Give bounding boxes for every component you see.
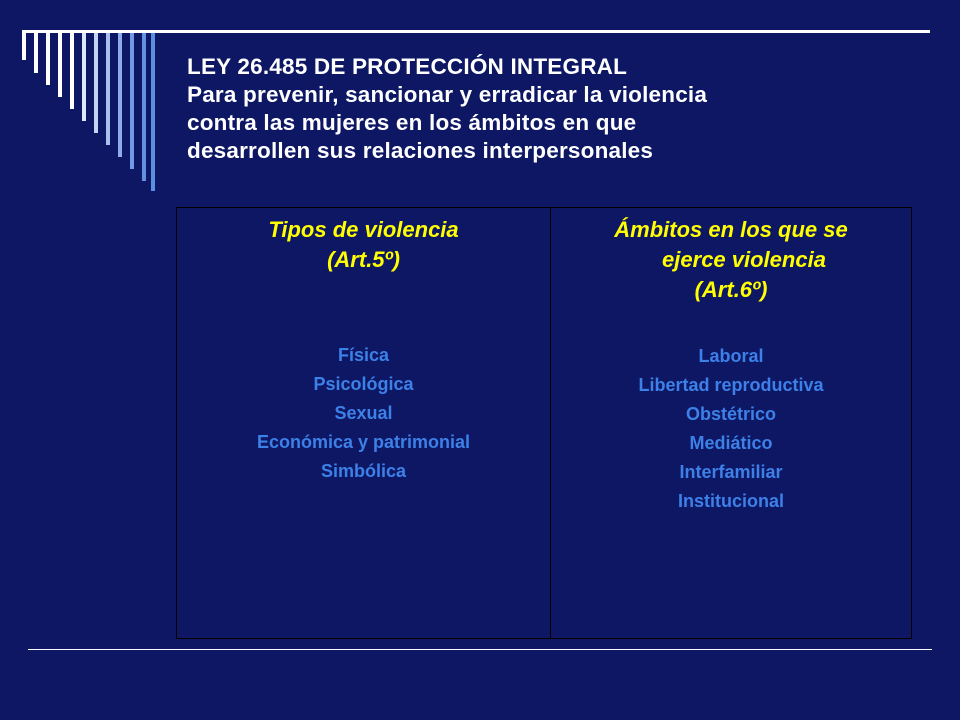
- decor-bar: [118, 33, 122, 157]
- violence-areas-column: [551, 208, 911, 638]
- list-item: Simbólica: [320, 461, 407, 481]
- violence-areas-list: [551, 342, 911, 516]
- slide-title: [187, 53, 927, 165]
- decor-bar: [82, 33, 86, 121]
- title-line-purpose-1: Para prevenir, sancionar y erradicar la violencia: [187, 82, 708, 107]
- list-item: Sexual: [334, 403, 393, 423]
- violence-types-header: [177, 215, 550, 275]
- violence-areas-article: (Art.6º): [694, 277, 768, 302]
- list-item: Interfamiliar: [679, 462, 783, 482]
- list-item: Mediático: [689, 433, 773, 453]
- violence-areas-header: [551, 215, 911, 305]
- violence-types-article: (Art.5º): [327, 247, 400, 272]
- list-item: Física: [337, 345, 390, 365]
- violence-areas-header-line: ejerce violencia: [662, 247, 826, 272]
- decor-bar: [151, 33, 155, 191]
- title-line-purpose-2: contra las mujeres en los ámbitos en que: [187, 110, 637, 135]
- decor-bar: [94, 33, 98, 133]
- violence-types-header-line: Tipos de violencia: [268, 217, 459, 242]
- violence-types-column: [177, 208, 551, 638]
- decor-bar: [34, 33, 38, 73]
- list-item: Laboral: [698, 346, 764, 366]
- decor-bar: [70, 33, 74, 109]
- violence-areas-header-line: Ámbitos en los que se: [614, 217, 848, 242]
- content-table: [176, 207, 912, 639]
- title-line-purpose-3: desarrollen sus relaciones interpersonales: [187, 138, 654, 163]
- decor-bar: [130, 33, 134, 169]
- decor-bar: [46, 33, 50, 85]
- decor-bar: [106, 33, 110, 145]
- list-item: Institucional: [677, 491, 784, 511]
- list-item: Económica y patrimonial: [256, 432, 471, 452]
- decor-bar: [142, 33, 146, 181]
- decor-bar: [58, 33, 62, 97]
- list-item: Libertad reproductiva: [638, 375, 824, 395]
- decorative-bars: [0, 0, 160, 200]
- list-item: Psicológica: [313, 374, 414, 394]
- decor-bar: [22, 33, 26, 60]
- bottom-rule: [28, 649, 932, 650]
- violence-types-list: [177, 341, 550, 486]
- title-line-law: LEY 26.485 DE PROTECCIÓN INTEGRAL: [187, 54, 628, 79]
- list-item: Obstétrico: [685, 404, 777, 424]
